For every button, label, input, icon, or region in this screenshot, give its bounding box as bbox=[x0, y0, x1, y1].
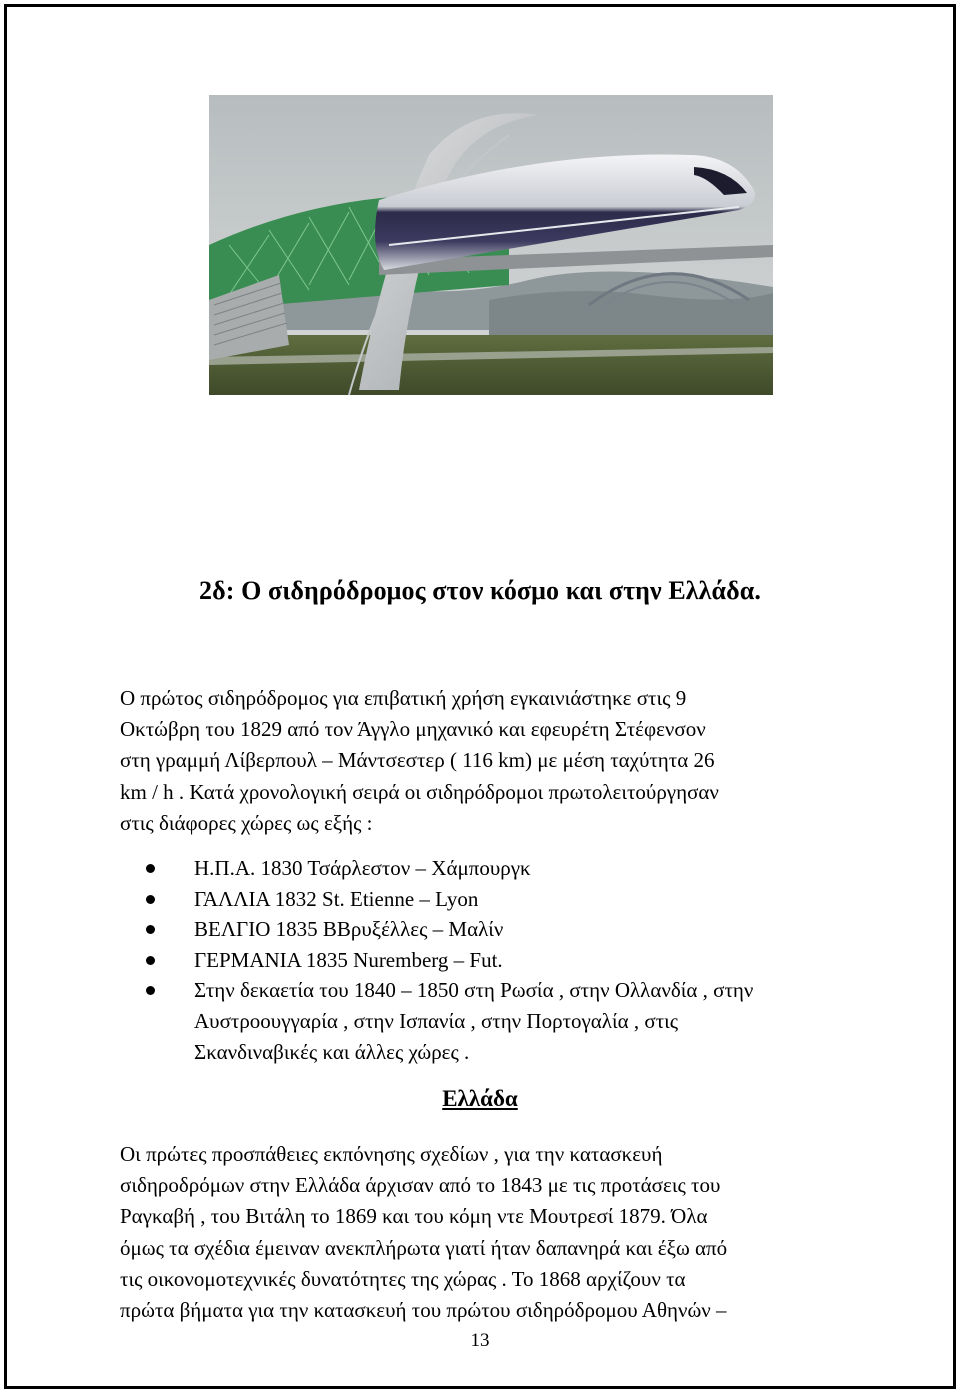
list-item bbox=[146, 975, 866, 1067]
greece-paragraph bbox=[120, 1139, 860, 1326]
bullet-icon bbox=[146, 986, 155, 995]
list-item-text: Σκανδιναβικές και άλλες χώρες . bbox=[194, 1039, 470, 1064]
list-item-text: ΓΕΡΜΑΝΙΑ 1835 Nuremberg – Fut. bbox=[194, 947, 503, 972]
list-item bbox=[146, 945, 866, 976]
document-page bbox=[4, 4, 956, 1389]
bullet-icon bbox=[146, 864, 155, 873]
page-number: 13 bbox=[470, 1330, 490, 1351]
bullet-icon bbox=[146, 956, 155, 965]
text-line: όμως τα σχέδια έμειναν ανεκπλήρωτα γιατί ήταν δαπανηρά και έξω από bbox=[120, 1235, 728, 1260]
text-line: πρώτα βήματα για την κατασκευή του πρώτου σιδηρόδρομου Αθηνών – bbox=[120, 1298, 727, 1323]
text-line: τις οικονομοτεχνικές δυνατότητες της χώρας . Το 1868 αρχίζουν τα bbox=[120, 1266, 686, 1291]
list-item bbox=[146, 884, 866, 915]
text-line: σιδηροδρόμων στην Ελλάδα άρχισαν από το 1843 με τις προτάσεις του bbox=[120, 1173, 721, 1198]
text-line: Οι πρώτες προσπάθειες εκπόνησης σχεδίων , για την κατασκευή bbox=[120, 1142, 663, 1166]
bullet-icon bbox=[146, 925, 155, 934]
list-item-text: ΒΕΛΓΙΟ 1835 ΒΒρυξέλλες – Μαλίν bbox=[194, 917, 504, 942]
text-line: Ραγκαβή , του Βιτάλη το 1869 και του κόμη ντε Μουτρεσί 1879. Όλα bbox=[120, 1204, 708, 1229]
text-line: στις διάφορες χώρες ως εξής : bbox=[120, 810, 373, 835]
country-list bbox=[146, 853, 866, 1067]
list-item-text: Στην δεκαετία του 1840 – 1850 στη Ρωσία , στην Ολλανδία , στην bbox=[194, 978, 754, 1003]
list-item-text: Αυστροουγγαρία , στην Ισπανία , στην Πορτογαλία , στις bbox=[194, 1008, 679, 1033]
text-line: Οκτώβρη του 1829 από τον Άγγλο μηχανικό και εφευρέτη Στέφενσον bbox=[120, 717, 706, 742]
intro-paragraph bbox=[120, 683, 860, 839]
hyperloop-train-photo bbox=[209, 95, 773, 395]
list-item-text: ΓΑΛΛΙΑ 1832 St. Etienne – Lyon bbox=[194, 886, 479, 911]
text-line: km / h . Κατά χρονολογική σειρά οι σιδηρόδρομοι πρωτολειτούργησαν bbox=[120, 779, 719, 804]
list-item bbox=[146, 914, 866, 945]
greece-subheading: Ελλάδα bbox=[442, 1086, 518, 1111]
text-line: στη γραμμή Λίβερπουλ – Μάντσεστερ ( 116 km) με μέση ταχύτητα 26 bbox=[120, 748, 715, 773]
bullet-icon bbox=[146, 895, 155, 904]
text-line: Ο πρώτος σιδηρόδρομος για επιβατική χρήση εγκαινιάστηκε στις 9 bbox=[120, 686, 687, 710]
list-item bbox=[146, 853, 866, 884]
hyperloop-train-illustration bbox=[209, 95, 773, 395]
section-heading: 2δ: Ο σιδηρόδρομος στον κόσμο και στην Ελλάδα. bbox=[199, 576, 761, 605]
list-item-text: Η.Π.Α. 1830 Τσάρλεστον – Χάμπουργκ bbox=[194, 856, 531, 880]
